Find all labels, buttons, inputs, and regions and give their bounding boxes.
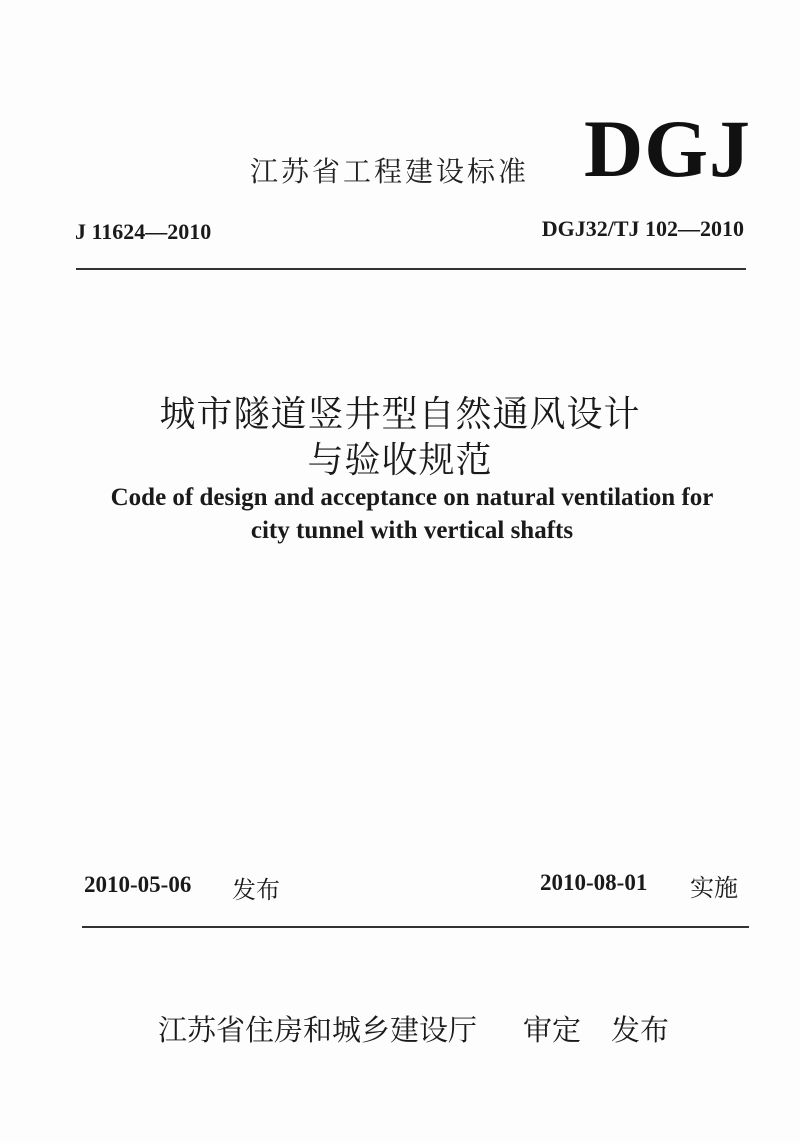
top-divider (76, 268, 746, 270)
issue-date: 2010-05-06 (84, 872, 192, 897)
english-title-line-2: city tunnel with vertical shafts (250, 517, 574, 544)
bottom-divider (82, 926, 749, 928)
chinese-title-line-2: 与验收规范 (307, 440, 493, 481)
issuing-authority: 江苏省住房和城乡建设厅 (158, 1013, 478, 1047)
chinese-title-line-1: 城市隧道竖井型自然通风设计 (159, 394, 641, 435)
standard-series-name: 江苏省工程建设标准 (250, 155, 530, 188)
approve-label: 审定 (523, 1013, 582, 1047)
record-number: J 11624—2010 (75, 219, 212, 244)
english-title-line-1: Code of design and acceptance on natural ventilation for (110, 484, 714, 511)
effective-date: 2010-08-01 (540, 870, 648, 895)
dgj-logo: DGJ (584, 103, 751, 194)
publish-label: 发布 (611, 1013, 670, 1047)
effective-label: 实施 (690, 874, 738, 902)
issue-label: 发布 (232, 876, 280, 904)
standard-number: DGJ32/TJ 102—2010 (541, 216, 744, 241)
